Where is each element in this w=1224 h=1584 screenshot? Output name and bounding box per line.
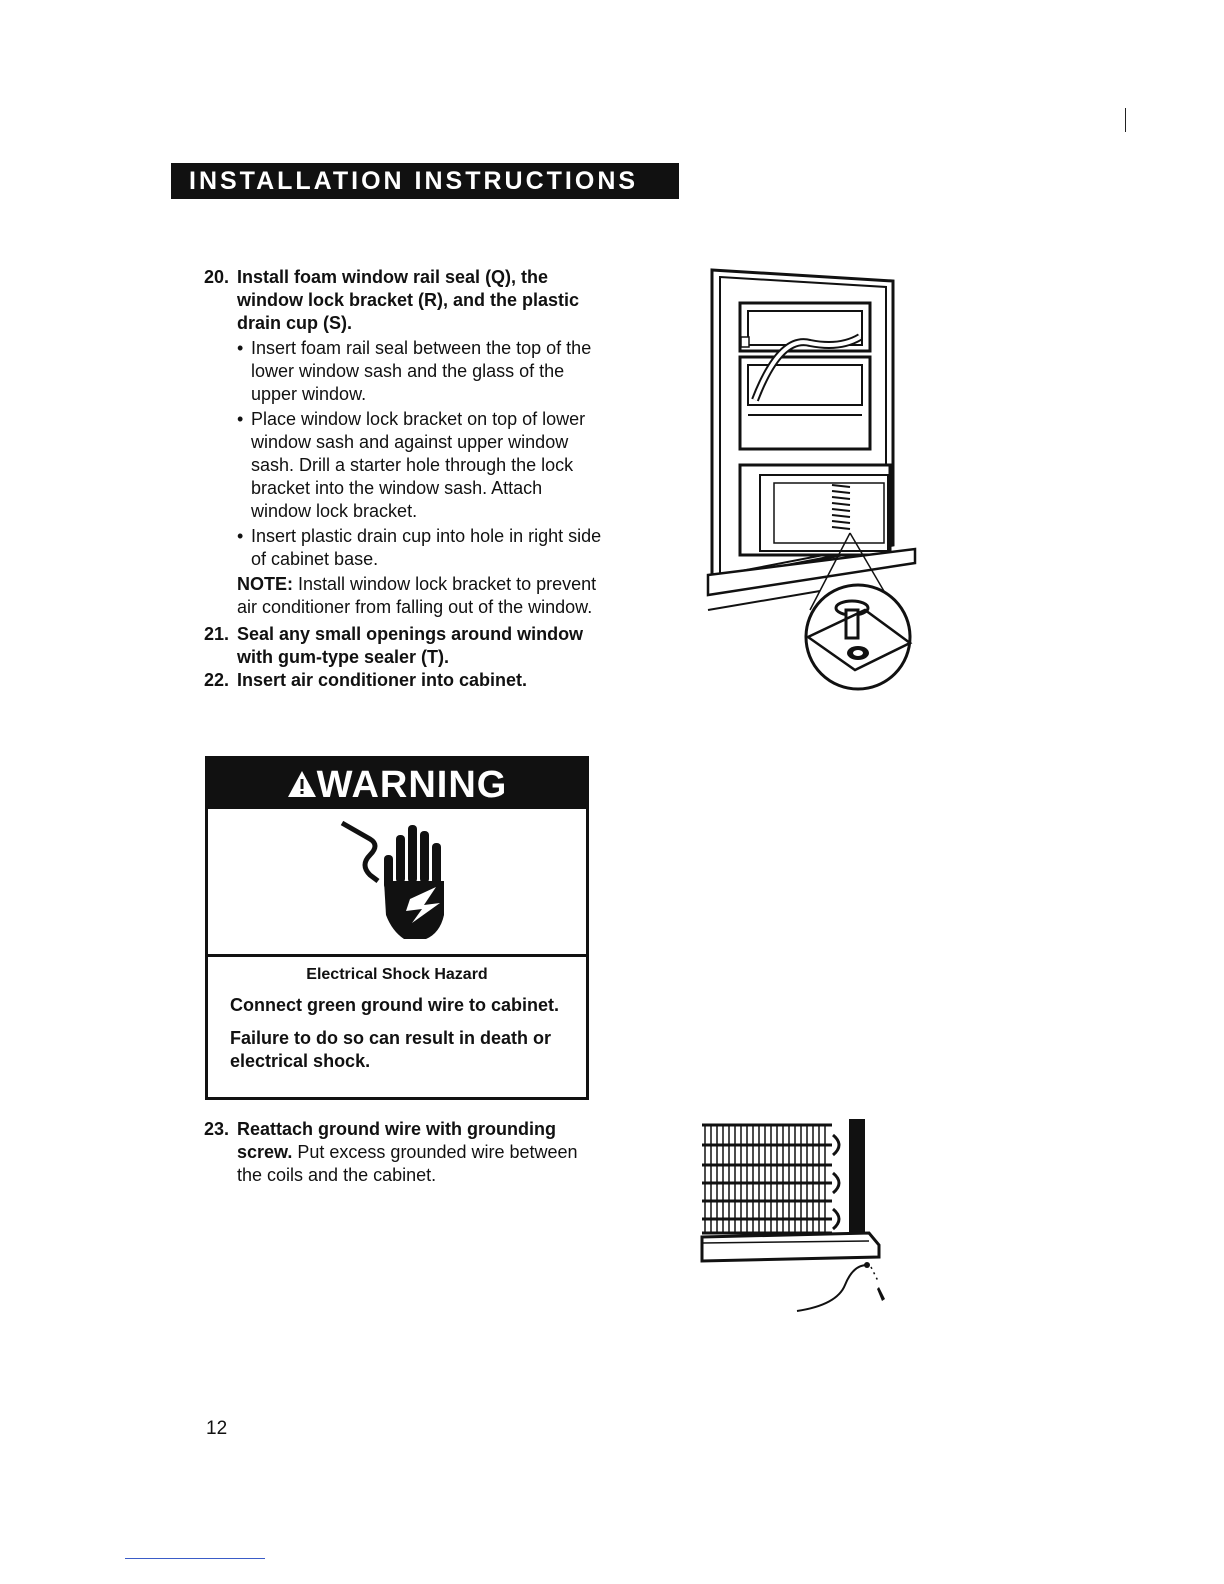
electrical-shock-hand-icon	[340, 815, 470, 945]
note-label: NOTE:	[237, 574, 293, 594]
step-22	[204, 669, 604, 692]
step-title: Insert air conditioner into cabinet.	[237, 670, 528, 690]
note-text: Install window lock bracket to prevent air conditioner from falling out of the window.	[237, 574, 597, 617]
page-number: 12	[206, 1418, 228, 1439]
bullet-item: • Insert plastic drain cup into hole in right side of cabinet base.	[237, 525, 604, 571]
warning-heading	[208, 759, 586, 809]
section-header: INSTALLATION INSTRUCTIONS	[171, 163, 679, 199]
window-installation-figure	[700, 265, 925, 695]
warning-line: Connect green ground wire to cabinet.	[230, 995, 560, 1015]
warning-body	[208, 957, 586, 1073]
step-number: 21.	[204, 624, 230, 644]
step-title: Seal any small openings around window with gum-type sealer (T).	[237, 624, 584, 667]
step-21	[204, 623, 604, 669]
step-23-block	[204, 1118, 604, 1187]
ground-wire-figure	[697, 1115, 907, 1315]
warning-box	[205, 756, 589, 1100]
step-text: Put excess grounded wire between the coils and the cabinet.	[237, 1142, 578, 1185]
step-number: 23.	[204, 1119, 230, 1139]
warning-heading-text: WARNING	[316, 764, 508, 806]
hazard-illustration	[208, 809, 586, 957]
bullet-item: • Insert foam rail seal between the top of the lower window sash and the glass of the upper window.	[237, 337, 604, 406]
step-23	[204, 1118, 604, 1187]
step-bullets	[237, 337, 604, 571]
bullet-item: • Place window lock bracket on top of lower window sash and against upper window sash. Drill a starter hole through the lock bracket into the window sash. Attach window lock bracket.	[237, 408, 604, 523]
steps-list	[204, 266, 604, 692]
hazard-title: Electrical Shock Hazard	[306, 966, 488, 983]
footer-rule	[125, 1558, 265, 1559]
step-20	[204, 266, 604, 619]
step-text-block	[237, 1118, 604, 1187]
step-title: Install foam window rail seal (Q), the window lock bracket (R), and the plastic drain cup (S).	[237, 267, 580, 333]
step-title: Reattach ground wire with grounding screw.	[237, 1119, 556, 1162]
warning-triangle-icon	[287, 769, 317, 799]
step-number: 20.	[204, 267, 230, 287]
scan-mark	[1125, 108, 1126, 132]
step-note	[237, 573, 604, 619]
warning-line: Failure to do so can result in death or electrical shock.	[230, 1028, 552, 1071]
step-number: 22.	[204, 670, 230, 690]
